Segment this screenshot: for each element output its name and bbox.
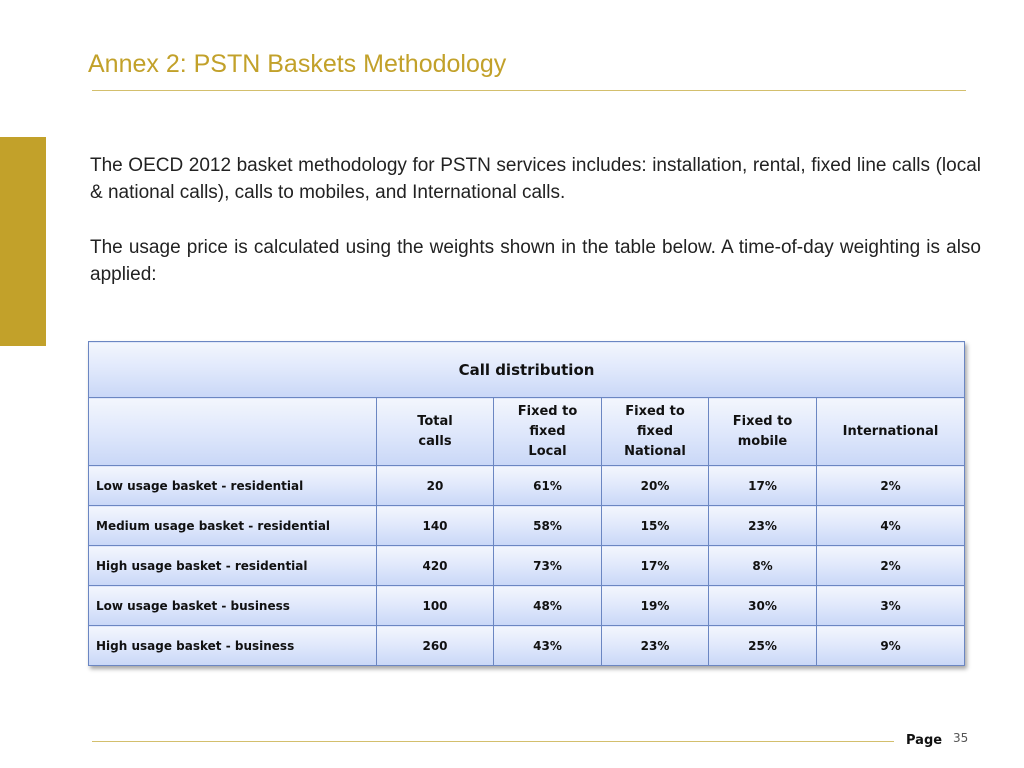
page-title: Annex 2: PSTN Baskets Methodology (88, 50, 507, 78)
header-cell (377, 398, 494, 466)
header-cell-line: National (624, 443, 686, 459)
table-cell: 25% (709, 626, 817, 666)
table-cell: 61% (494, 466, 602, 506)
header-cell (817, 398, 965, 466)
table-cell: 140 (377, 506, 494, 546)
usage-paragraph: The usage price is calculated using the weights shown in the table below. A time-of-day weighting is also applied: (90, 237, 981, 285)
table-title: Call distribution (89, 342, 965, 398)
title-divider (92, 90, 966, 91)
header-cell-line: Fixed to (732, 413, 793, 429)
table-cell: 48% (494, 586, 602, 626)
header-cell (602, 398, 709, 466)
header-cell-line: fixed (636, 423, 674, 439)
row-label: High usage basket - business (89, 626, 377, 666)
table-cell: 20 (377, 466, 494, 506)
header-cell-line: calls (418, 433, 452, 449)
table-cell: 3% (817, 586, 965, 626)
table-row (89, 506, 965, 546)
table-row (89, 586, 965, 626)
table-row (89, 626, 965, 666)
header-cell-line: mobile (737, 433, 788, 449)
table-cell: 2% (817, 546, 965, 586)
header-cell-line: Fixed to (625, 403, 685, 419)
table-cell: 43% (494, 626, 602, 666)
table-cell: 4% (817, 506, 965, 546)
table-cell: 8% (709, 546, 817, 586)
table-cell: 15% (602, 506, 709, 546)
header-cell-line: International (842, 423, 939, 439)
table-cell: 23% (709, 506, 817, 546)
table-cell: 9% (817, 626, 965, 666)
header-cell-line: Total (417, 413, 453, 429)
table-cell: 73% (494, 546, 602, 586)
footer-divider (92, 741, 894, 742)
header-cell-line: fixed (529, 423, 566, 439)
table-cell: 2% (817, 466, 965, 506)
row-label: Medium usage basket - residential (89, 506, 377, 546)
table-cell: 260 (377, 626, 494, 666)
table-row (89, 466, 965, 506)
table-cell: 100 (377, 586, 494, 626)
row-label: Low usage basket - business (89, 586, 377, 626)
table-cell: 420 (377, 546, 494, 586)
table-cell: 30% (709, 586, 817, 626)
table-cell: 17% (709, 466, 817, 506)
accent-side-bar (0, 137, 46, 346)
table-cell: 58% (494, 506, 602, 546)
call-distribution-table (88, 341, 965, 666)
table-row (89, 546, 965, 586)
header-cell (709, 398, 817, 466)
table-cell: 20% (602, 466, 709, 506)
intro-paragraph: The OECD 2012 basket methodology for PSTN services includes: installation, rental, fixed line calls (local & national calls), calls to mobiles, and International calls. (90, 155, 981, 203)
header-cell (494, 398, 602, 466)
header-cell-line: Fixed to (517, 403, 578, 419)
row-label: Low usage basket - residential (89, 466, 377, 506)
table-cell: 17% (602, 546, 709, 586)
header-cell (89, 398, 377, 466)
page-label: Page (906, 733, 943, 748)
table-cell: 23% (602, 626, 709, 666)
header-cell-line: Local (528, 443, 567, 459)
table-cell: 19% (602, 586, 709, 626)
row-label: High usage basket - residential (89, 546, 377, 586)
page-number: 35 (953, 731, 969, 745)
table-header-row (89, 398, 965, 466)
